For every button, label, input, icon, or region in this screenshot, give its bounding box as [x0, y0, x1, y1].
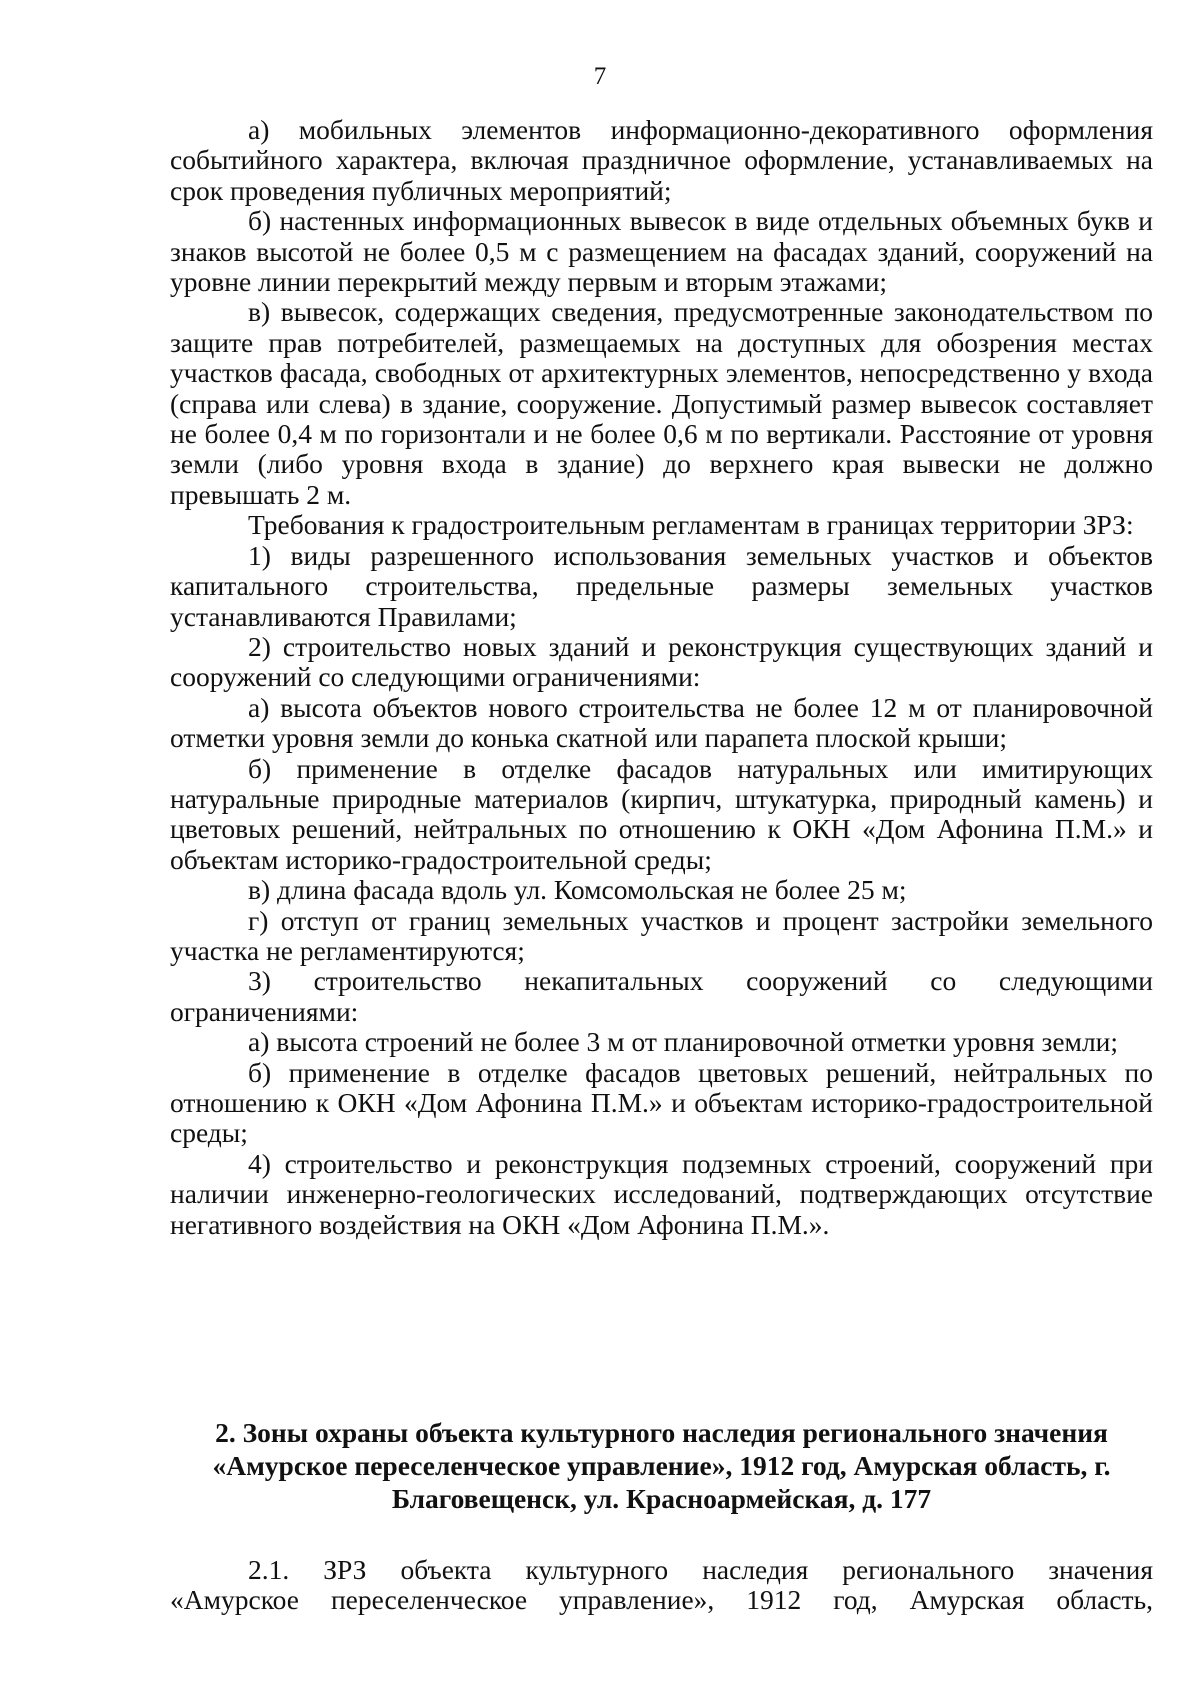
document-body	[170, 115, 1153, 1240]
section-heading: 2. Зоны охраны объекта культурного наследия регионального значения «Амурское переселенческое управление», 1912 год, Амурская область, г. Благовещенск, ул. Красноармейская, д. 177	[212, 1417, 1111, 1514]
paragraph-item-3a-height: а) высота строений не более 3 м от планировочной отметки уровня земли;	[248, 1026, 1119, 1058]
page-number: 7	[593, 63, 607, 90]
paragraph-item-2a-height: а) высота объектов нового строительства не более 12 м от планировочной отметки уровня земли до конька скатной или парапета плоской крыши;	[170, 691, 1153, 754]
paragraph-item-2-construction: 2) строительство новых зданий и реконструкция существующих зданий и сооружений со следующими ограничениями:	[170, 630, 1153, 693]
paragraph-item-2v-facade-length: в) длина фасада вдоль ул. Комсомольская не более 25 м;	[248, 874, 907, 906]
paragraph-item-2b-facade-materials: б) применение в отделке фасадов натуральных или имитирующих натуральные природные материалов (кирпич, штукатурка, природный камень) и цветовых решений, нейтральных по отношению к ОКН «Дом Афонина П.М.» и объектам историко-градостроительной среды;	[170, 752, 1153, 875]
paragraph-item-4-underground: 4) строительство и реконструкция подземных строений, сооружений при наличии инженерно-геологических исследований, подтверждающих отсутствие негативного воздействия на ОКН «Дом Афонина П.М.».	[170, 1147, 1153, 1240]
paragraph-requirements-intro: Требования к градостроительным регламентам в границах территории ЗРЗ:	[248, 509, 1134, 541]
paragraph-item-3-temporary-structures: 3) строительство некапитальных сооружений со следующими ограничениями:	[170, 965, 1153, 1027]
paragraph-item-b-wall-signs: б) настенных информационных вывесок в виде отдельных объемных букв и знаков высотой не более 0,5 м с размещением на фасадах зданий, сооружений на уровне линии перекрытий между первым и вторым этажами;	[170, 205, 1153, 298]
paragraph-item-a-mobile: а) мобильных элементов информационно-декоративного оформления событийного характера, включая праздничное оформление, устанавливаемых на срок проведения публичных мероприятий;	[170, 114, 1153, 206]
paragraph-item-2g-setback: г) отступ от границ земельных участков и процент застройки земельного участка не регламентируются;	[170, 904, 1153, 966]
paragraph-item-v-consumer-signs: в) вывесок, содержащих сведения, предусмотренные законодательством по защите прав потребителей, размещаемых на доступных для обозрения местах участков фасада, свободных от архитектурных элементов, непосредственно у входа (справа или слева) в здание, сооружение. Допустимый размер вывесок составляет не более 0,4 м по горизонтали и не более 0,6 м по вертикали. Расстояние от уровня земли (либо уровня входа в здание) до верхнего края вывески не должно превышать 2 м.	[170, 296, 1153, 510]
paragraph-item-1-land-use: 1) виды разрешенного использования земельных участков и объектов капитального строительства, предельные размеры земельных участков устанавливаются Правилами;	[170, 539, 1153, 632]
section-body	[170, 1555, 1153, 1616]
paragraph-item-3b-colors: б) применение в отделке фасадов цветовых решений, нейтральных по отношению к ОКН «Дом Афонина П.М.» и объектам историко-градостроительной среды;	[170, 1056, 1153, 1149]
section-paragraph: 2.1. ЗРЗ объекта культурного наследия регионального значения «Амурское переселенческое управление», 1912 год, Амурская область,	[170, 1554, 1153, 1616]
